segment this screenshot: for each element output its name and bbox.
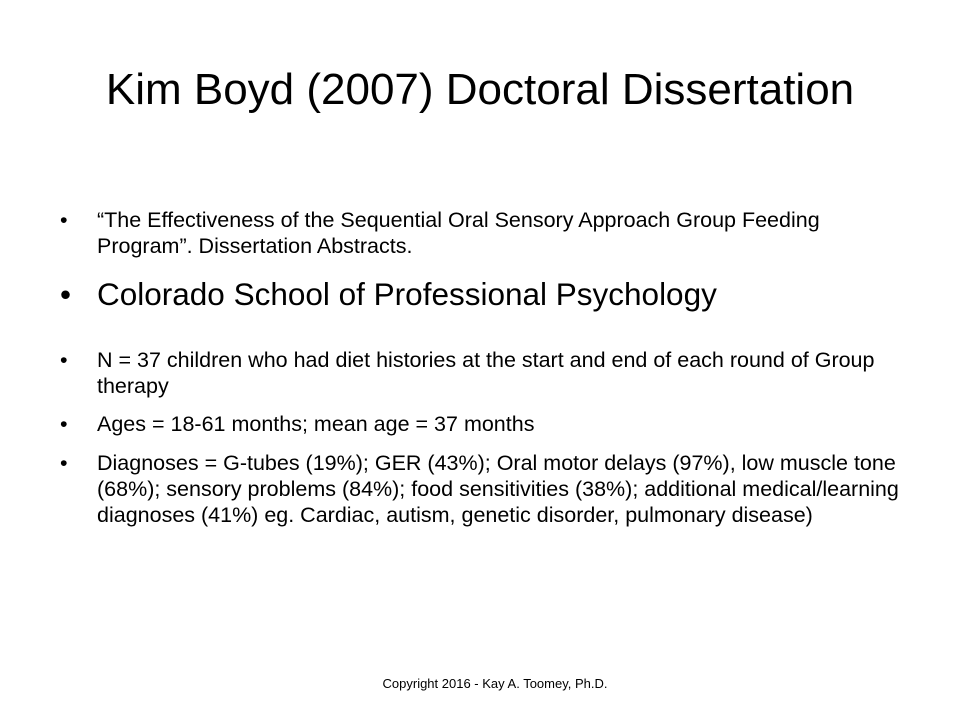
bullet-ages (60, 411, 920, 437)
bullet-marker: • (60, 348, 68, 372)
bullet-text: N = 37 children who had diet histories at the start and end of each round of Group therapy (97, 348, 875, 398)
bullet-marker: • (60, 276, 72, 312)
bullet-text: Ages = 18-61 months; mean age = 37 months (97, 412, 535, 436)
bullet-sample-size (60, 347, 920, 399)
bullet-text: “The Effectiveness of the Sequential Oral Sensory Approach Group Feeding Program”. Dissertation Abstracts. (97, 208, 820, 258)
bullet-diagnoses (60, 450, 920, 528)
bullet-marker: • (60, 208, 68, 232)
bullet-text: Colorado School of Professional Psychology (97, 276, 717, 312)
bullet-school (60, 275, 920, 313)
bullet-marker: • (60, 412, 68, 436)
bullet-text: Diagnoses = G-tubes (19%); GER (43%); Oral motor delays (97%), low muscle tone (68%); sensory problems (84%); food sensitivities (38%); additional medical/learning diagnoses (41%) eg. Cardiac, autism, genetic disorder, pulmonary disease) (97, 451, 899, 527)
bullet-list (60, 207, 920, 528)
bullet-dissertation-title (60, 207, 920, 259)
bullet-marker: • (60, 451, 68, 475)
copyright-footer: Copyright 2016 - Kay A. Toomey, Ph.D. (382, 676, 608, 691)
slide-title: Kim Boyd (2007) Doctoral Dissertation (105, 65, 855, 114)
